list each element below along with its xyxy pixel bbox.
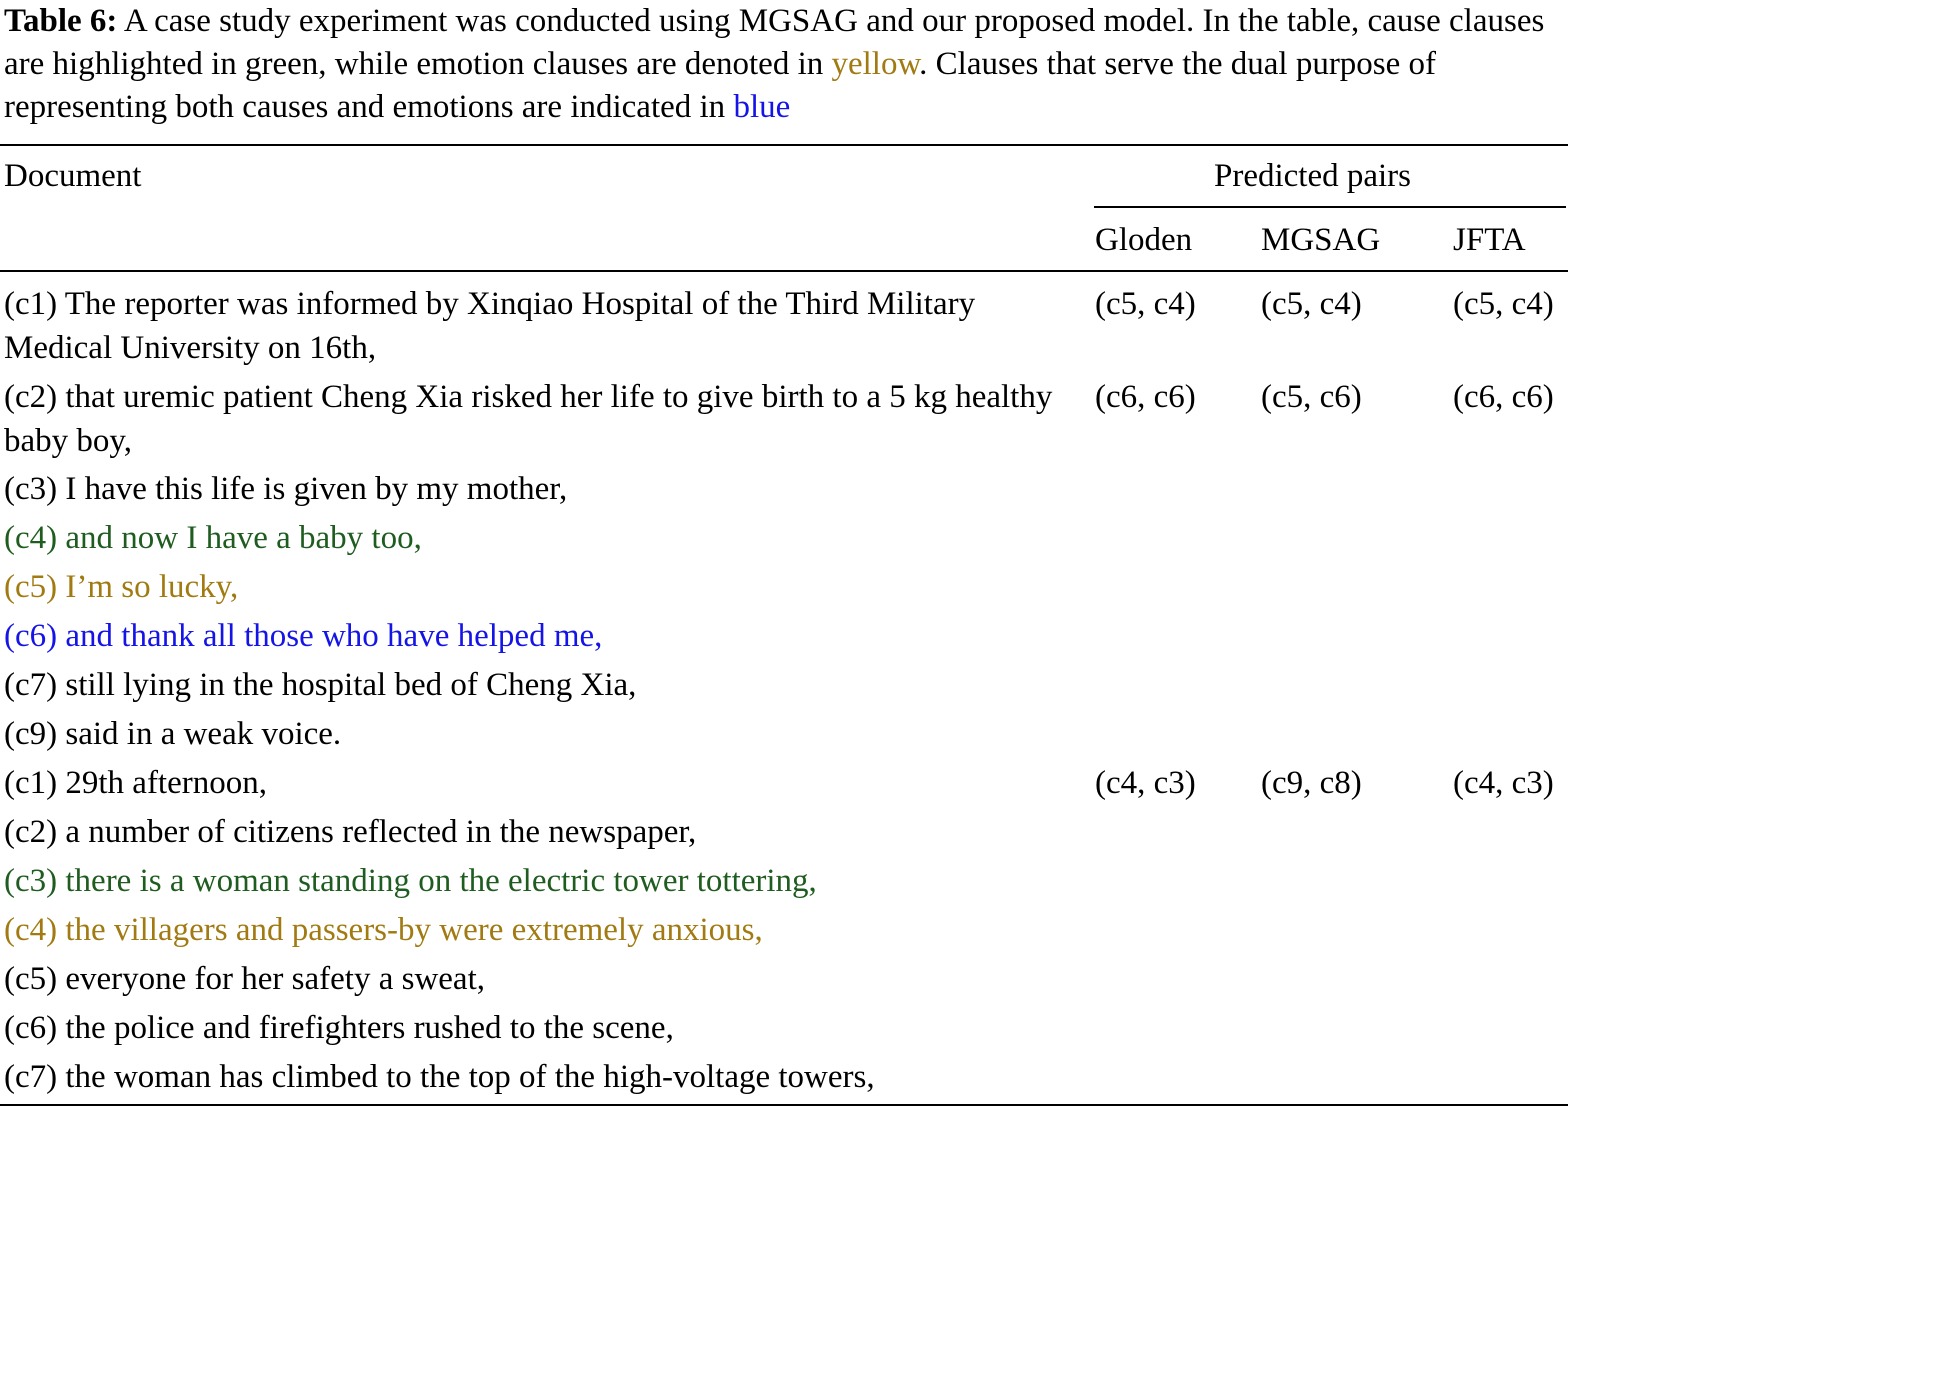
doc1-pair2-mgsag: (c5, c6) <box>1261 379 1362 415</box>
doc1-clause-c9: (c9) said in a weak voice. <box>4 716 342 752</box>
top-rule <box>0 144 1568 146</box>
doc2-pair1-mgsag: (c9, c8) <box>1261 765 1362 801</box>
doc1-clause-c3: (c3) I have this life is given by my mother, <box>4 471 568 507</box>
header-col-mgsag: MGSAG <box>1261 222 1381 258</box>
table-caption <box>4 0 1564 129</box>
doc2-clause-c5: (c5) everyone for her safety a sweat, <box>4 961 485 997</box>
doc2-clause-c6: (c6) the police and firefighters rushed to the scene, <box>4 1010 674 1046</box>
doc1-clause-c5: (c5) I’m so lucky, <box>4 569 239 605</box>
predicted-pairs-rule <box>1094 206 1566 208</box>
header-col-gloden: Gloden <box>1095 222 1193 258</box>
doc1-pair2-jfta: (c6, c6) <box>1453 379 1554 415</box>
doc1-pair2-gloden: (c6, c6) <box>1095 379 1196 415</box>
doc1-clause-c7: (c7) still lying in the hospital bed of Cheng Xia, <box>4 667 637 703</box>
doc2-clause-c7: (c7) the woman has climbed to the top of the high-voltage towers, <box>4 1059 875 1095</box>
header-col-jfta: JFTA <box>1453 222 1526 258</box>
header-document: Document <box>4 158 142 194</box>
doc1-pair1-jfta: (c5, c4) <box>1453 286 1554 322</box>
caption-label: Table 6: <box>4 3 118 39</box>
doc1-clause-c2: (c2) that uremic patient Cheng Xia risked her life to give birth to a 5 kg healthy baby boy, <box>4 379 1053 459</box>
doc2-clause-c4: (c4) the villagers and passers-by were extremely anxious, <box>4 912 763 948</box>
doc2-pair1-gloden: (c4, c3) <box>1095 765 1196 801</box>
doc1-clause-c4: (c4) and now I have a baby too, <box>4 520 422 556</box>
doc1-clause-c6: (c6) and thank all those who have helped me, <box>4 618 603 654</box>
doc1-clause-c1: (c1) The reporter was informed by Xinqiao Hospital of the Third Military Medical University on 16th, <box>4 286 976 366</box>
caption-blue-word: blue <box>733 89 791 125</box>
caption-text-1: A case study experiment was conducted using MGSAG and our proposed model. In the table, cause clauses are highlighted in green, while emotion clauses are denoted in <box>4 3 1545 82</box>
doc2-clause-c2: (c2) a number of citizens reflected in the newspaper, <box>4 814 697 850</box>
header-predicted-pairs: Predicted pairs <box>1214 158 1412 194</box>
header-rule <box>0 270 1568 272</box>
caption-yellow-word: yellow <box>831 46 920 82</box>
caption-text-2: . Clauses that serve the dual purpose of representing both causes and emotions are indicated in <box>4 46 1437 125</box>
bottom-rule <box>0 1104 1568 1106</box>
doc1-pair1-mgsag: (c5, c4) <box>1261 286 1362 322</box>
doc1-pair1-gloden: (c5, c4) <box>1095 286 1196 322</box>
doc2-pair1-jfta: (c4, c3) <box>1453 765 1554 801</box>
doc2-clause-c1: (c1) 29th afternoon, <box>4 765 267 801</box>
doc2-clause-c3: (c3) there is a woman standing on the electric tower tottering, <box>4 863 817 899</box>
